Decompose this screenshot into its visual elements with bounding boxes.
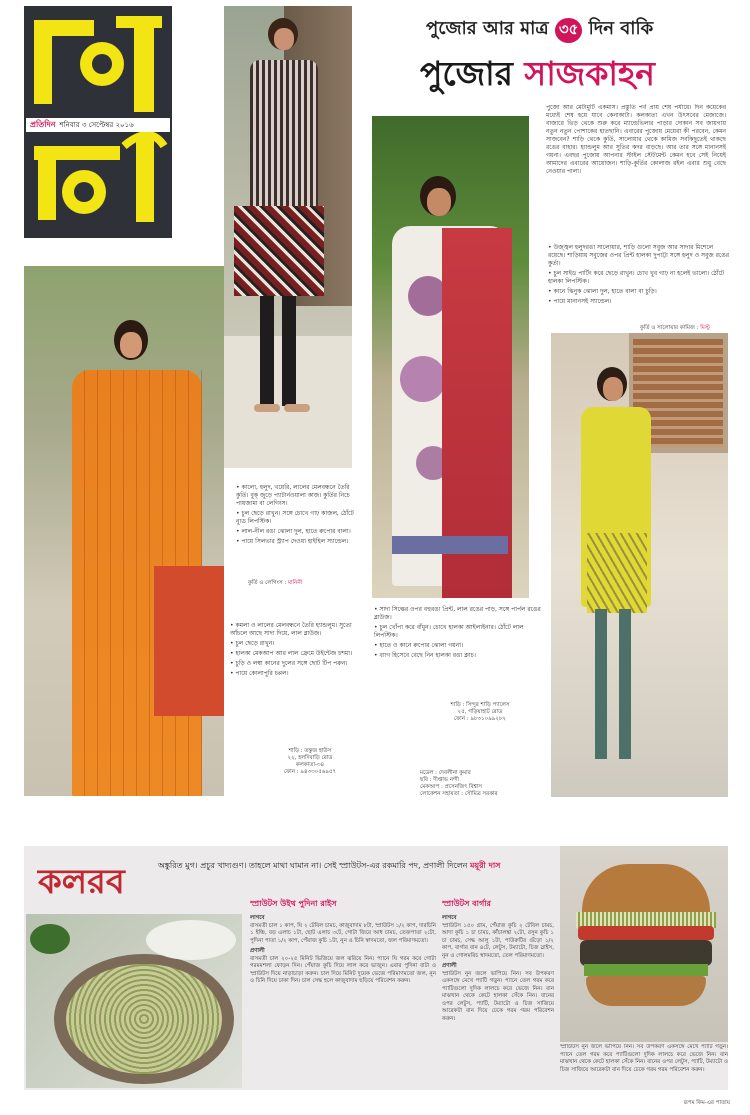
look-kurti-credit: কুর্তি ও লেগিংস : মানিনী [248, 580, 303, 586]
look-orange-bullet: • পায়ে কোলাপুরি চপ্পল। [230, 670, 289, 677]
intro-text: পুজো আর মেটামুটি একমাস। প্রস্তুতি পর্ব প্রায় শেষ পর্যায়ে। দিন কয়েকের মধ্যেই শেষ হয়ে যাবে কেনাকাটা। কলকাতা এখন উৎসবের মেজাজে। বাজারে ভিড় থেকে শুরু করে ম্যান্ডেভিলার পাড়ার দোকান সব জায়গায় নতুন নতুন পোশাকের হাতছানি। এবারের পুজোয় মেয়েরা কী পরবেন, কেমন সাজবেন? শাড়ি থেকে কুর্তি, সালোয়ার থেকে কামিজ সবকিছুতেই থাকছে রঙের বাহার। হ্যান্ডলুম আর সুতির কদর বাড়ছে। আর তার সঙ্গে মানানসই গয়না। এবছর পুজোয় আপনার স্টাইল স্টেটমেন্ট কেমন হবে সেই নিয়েই আমাদের এবারের আয়োজন। শাড়ি-কুর্তির কোলাজ রইল এবার শুধু বেছে নেওয়ার পালা। [546, 104, 726, 175]
recipe-label: লাগবে [250, 915, 265, 921]
kalarab-section [24, 846, 728, 1090]
days-count-badge: ৩৫ [555, 18, 583, 43]
look-kurti-bullet: • কালো, হলুদ, খয়েরি, লালের মেলবন্ধনে তৈরি কুর্তি। বুক্ জুড়ে প্যাটার্নওয়ালা কাজ। কুর্তির নিচে পায়জামা বা লেগিংস। [236, 484, 350, 507]
photo-pudina-rice [26, 914, 242, 1088]
look-yellow-bullet: • কানে ঝিনুক ঝোলা দুল, হাতে বালা বা চুড়ি। [548, 288, 657, 295]
look-orange-bullet: • চুড়ি ও লম্বা কানের দুলের সঙ্গে ছোট টিপ পরুন। [230, 660, 348, 667]
credit-line: ২৫, গড়িয়াহাট রোড [457, 709, 503, 715]
shoot-credit-line: লোকেশন সহায়তা : সৌমিত্র সরকার [420, 791, 498, 797]
look-yellow-bullet: • উজ্জ্বল হলুদরঙা সালোয়ার, শাড়ি গুলো সবুজ আর সাদার মিশেলে রয়েছে। শাড়িয়ায় সবুজের ওপর প্রিন্ট হালকা দুপাট্টা সঙ্গে হলুদ ও সবুজ রঙের কুর্তা। [548, 244, 730, 267]
photo-sprouts-burger [560, 846, 728, 1042]
masthead-brand: প্রতিদিন [30, 119, 56, 129]
look-yellow-bullet: • চুল সাইড পার্টিং করে ছেড়ে রাখুন। চোখ খুব গাঢ় না হলেই ভালো। ঠোঁটে হালকা লিপস্টিক। [548, 270, 725, 285]
look-orange-credit [250, 748, 370, 776]
headline-title: পুজোর সাজকাহন [420, 54, 656, 93]
look-orange-details [230, 622, 354, 742]
look-kurti-details [236, 484, 360, 594]
look-orange-bullet: • কমলা ও লালের মেলবন্ধনে তৈরি হ্যান্ডলুম। সুতো আঁচলে আছে সাদা দিয়ে, লাল ব্লাউজ। [230, 622, 352, 637]
page-footnote: রূপম কিম-এর পাতায় [683, 1100, 730, 1106]
look-yellow-details [548, 244, 730, 324]
recipe-label: প্রণালী [442, 963, 457, 969]
photo-orange-saree-model [24, 266, 224, 796]
credit-line: ফোন : ৯৮৩১০৯৯২৮২ [453, 716, 507, 722]
recipe-title: স্প্রাউটস বার্গার [442, 899, 491, 908]
credit-line: ফোন : ৯৪৩৩০৫৬৯৫৭ [283, 769, 337, 775]
recipe-method: বাসমতী চাল ২০-২৫ মিনিট ভিজিয়ে জল ঝরিয়ে নিন। প্যানে ঘি গরম করে গোটা গরমমশলা ফোড়ন দিন। পেঁয়াজ কুচি দিয়ে লাল করে ভাজুন। এবার পুদিনা বাটা ও স্প্রাউটস দিয়ে নাড়াচাড়া করুন। চাল দিয়ে মিনিট দুয়েক ভেজে পরিমাণমতো জল, নুন ও চিনি দিয়ে ঢাকা দিন। চাল সেদ্ধ হলে কাজুবাদাম ছড়িয়ে পরিবেশন করুন। [250, 955, 436, 984]
look-kurti-bullet: • পায়ে সিলভার স্ট্র্যাপ দেওয়া হাইহিল স্যান্ডেল। [236, 538, 349, 545]
look-kurti-bullet: • চুল ছেড়ে রাখুন। সঙ্গে চোখে গাঢ় কাজল, ঠোঁটে ন্যুড লিপস্টিক। [236, 510, 354, 525]
look-yellow-bullet: • পায়ে মানানসই স্যান্ডেল। [548, 298, 612, 305]
recipe-burger [442, 898, 554, 1088]
kalarab-subtitle: অঙ্কুরিত মুগ। প্রচুর খাদ্যগুণ। তাহলে মাথা ঘামান না। সেই স্প্রাউটস-এর রকমারি পদ, প্রণালী দিলেন ময়ূরী দাস [158, 861, 501, 870]
masthead-date: শনিবার ৩ সেপ্টেম্বর ২০১৬ [59, 121, 134, 129]
look-kurti-bullet: • লাল-নীল রঙা ঝোলা দুল, হাতে রুপোর বালা। [236, 528, 351, 535]
look-yellow-credit: কুর্তি ও সালোয়ার কামিজ : মিস্টু [640, 325, 710, 331]
look-red-bullet: • চুল খোঁপা করে বাঁধুন। চোখে হালকা আইলাইনার। ঠোঁটে লাল লিপস্টিক। [374, 624, 524, 639]
look-red-details [374, 606, 544, 696]
credit-line: শাড়ি : তন্তুজ হাউস [288, 748, 332, 754]
look-red-credit [420, 702, 540, 723]
look-red-bullet: • হাতে ও কানে রুপোর ঝোলা গয়না। [374, 642, 464, 649]
photo-kurti-model [224, 6, 352, 468]
photo-red-saree-model [372, 116, 529, 598]
headline-kicker: পুজোর আর মাত্র ৩৫ দিন বাকি [426, 14, 653, 45]
credit-line: শাড়ি : সিন্দুর শাড়ি প্যালেস [450, 702, 510, 708]
masthead [24, 6, 172, 238]
look-orange-bullet: • হালকা মেকআপ আর লাল ফ্রেমে উইন্টেজ চশমা। [230, 650, 353, 657]
headline [360, 10, 736, 100]
look-red-bullet: • ব্যাগ হিসেবে বেছে নিন হালকা রঙা ক্লাচ। [374, 652, 476, 659]
recipe-label: লাগবে [442, 915, 457, 921]
kalarab-title: কলরব [38, 862, 125, 902]
credit-line: ২২, হলদিবাড়ি রোড [287, 755, 333, 761]
shoot-credits [420, 770, 550, 798]
recipe-pudina-rice [250, 898, 436, 1088]
credit-line: কলকাতা-৩৪ [295, 762, 325, 768]
shoot-credit-line: মেকআপ : প্রসেনজিৎ বিশ্বাস [420, 784, 483, 790]
photo-yellow-kurti-model [551, 333, 728, 797]
shoot-credit-line: ছবি : দীপ্তাভ নন্দী [420, 777, 460, 783]
recipe-title: স্প্রাউটস উইথ পুদিনা রাইস [250, 899, 337, 908]
shoot-credit-line: মডেল : দেবলীনা কুমার [420, 770, 471, 776]
recipe-ingredients: স্প্রাউটস ১৫০ গ্রাম, পেঁয়াজ কুচি ২ টেবিল চামচ, আদা কুচি ১ চা চামচ, কাঁচালঙ্কা ২টো, রসুন কুচি ১ চা চামচ, সেদ্ধ আলু ১টা, পাউরুটির গুঁড়ো ১/২ কাপ, বার্গার বান ৪টে, লেটুস, টম্যাটো, চিজ স্লাইস, নুন ও গোলমরিচ স্বাদমতো, তেল পরিমাণমতো। [442, 922, 554, 959]
recipe-burger-continued: স্প্রাউটস নুন জলে ভাপিয়ে নিন। সব উপকরণ একসঙ্গে মেখে প্যাটি গড়ুন। প্যানে তেল গরম করে প্যাটিগুলো দুদিক লালচে করে ভেজে নিন। বান মাঝখান থেকে কেটে হালকা সেঁকে নিন। বানের ওপর লেটুস, প্যাটি, টম্যাটো ও চিজ সাজিয়ে আরেকটা বান দিয়ে ঢেকে গরম গরম পরিবেশন করুন। [560, 1044, 728, 1073]
look-orange-bullet: • চুল ছেড়ে রাখুন। [230, 640, 275, 647]
recipe-method: স্প্রাউটস নুন জলে ভাপিয়ে নিন। সব উপকরণ একসঙ্গে মেখে প্যাটি গড়ুন। প্যানে তেল গরম করে প্যাটিগুলো দুদিক লালচে করে ভেজে নিন। বান মাঝখান থেকে কেটে হালকা সেঁকে নিন। বানের ওপর লেটুস, প্যাটি, টম্যাটো ও চিজ সাজিয়ে আরেকটা বান দিয়ে ঢেকে গরম গরম পরিবেশন করুন। [442, 970, 554, 1022]
look-red-bullet: • সাদা সিল্কের ওপর বহুরঙা প্রিন্ট, লাল রঙের পাড়, সঙ্গে পার্পল রঙের ব্লাউজ। [374, 606, 541, 621]
recipe-ingredients: বাসমতী চাল ১ কাপ, ঘি ২ টেবিল চামচ, কাজুবাদাম ৮টা, স্প্রাউটস ১/২ কাপ, দারচিনি ১ ইঞ্চি, বড় এলাচ ১টা, ছোট এলাচ ৩টে, গোটা জিরে আধ চামচ, তেজপাতা ২টো, পুদিনা পাতা ১/২ কাপ, পেঁয়াজ কুচি ১টা, নুন ও চিনি স্বাদমতো, জল পরিমাণমতো। [250, 922, 436, 944]
recipe-label: প্রণালী [250, 948, 265, 954]
